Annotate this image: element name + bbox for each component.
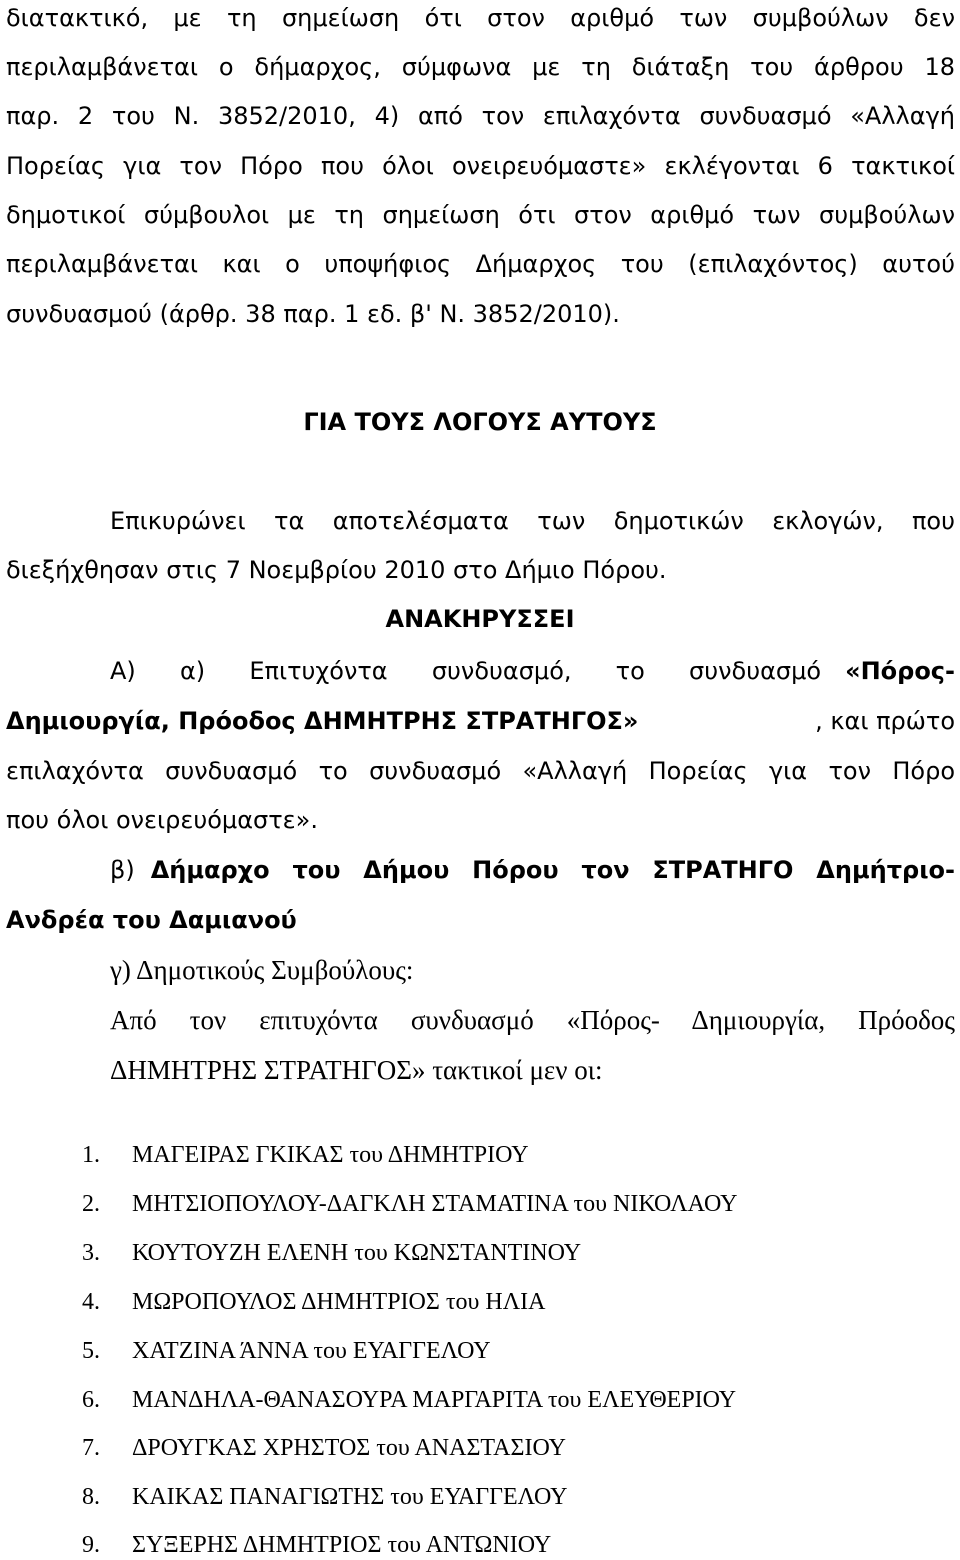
list-item-number: 8.	[82, 1484, 100, 1510]
section-b-mayor: Δήμαρχο του Δήμου Πόρου τον ΣΤΡΑΤΗΓΟ Δημήτριο-	[150, 856, 955, 884]
list-item-number: 2.	[82, 1191, 100, 1217]
list-item-number: 9.	[82, 1532, 100, 1558]
list-item-name: ΜΑΓΕΙΡΑΣ ΓΚΙΚΑΣ του ΔΗΜΗΤΡΙΟΥ	[132, 1142, 529, 1168]
list-item	[82, 1336, 491, 1366]
section-c-line-2: ΔΗΜΗΤΡΗΣ ΣΤΡΑΤΗΓΟΣ» τακτικοί μεν οι:	[110, 1055, 603, 1085]
list-item-number: 7.	[82, 1435, 100, 1461]
list-item	[82, 1385, 736, 1415]
section-a-line-3: επιλαχόντα συνδυασμό το συνδυασμό «Αλλαγή Πορείας για τον Πόρο	[6, 757, 955, 785]
section-b-line-1	[110, 854, 955, 886]
list-item	[82, 1287, 545, 1317]
list-item-number: 3.	[82, 1240, 100, 1266]
list-item	[82, 1530, 551, 1560]
list-item-name: ΚΟΥΤΟΥΖΗ ΕΛΕΝΗ του ΚΩΝΣΤΑΝΤΙΝΟΥ	[132, 1240, 582, 1266]
section-b-line-2: Ανδρέα του Δαμιανού	[6, 906, 297, 934]
list-item-number: 1.	[82, 1142, 100, 1168]
list-item-number: 4.	[82, 1289, 100, 1315]
list-item	[82, 1482, 568, 1512]
intro-line-3: παρ. 2 του Ν. 3852/2010, 4) από τον επιλαχόντα συνδυασμό «Αλλαγή	[6, 102, 955, 130]
list-item-name: ΔΡΟΥΓΚΑΣ ΧΡΗΣΤΟΣ του ΑΝΑΣΤΑΣΙΟΥ	[132, 1435, 566, 1461]
list-item-name: ΜΑΝΔΗΛΑ-ΘΑΝΑΣΟΥΡΑ ΜΑΡΓΑΡΙΤΑ του ΕΛΕΥΘΕΡΙΟΥ	[132, 1387, 737, 1413]
heading-reasons: ΓΙΑ ΤΟΥΣ ΛΟΓΟΥΣ ΑΥΤΟΥΣ	[303, 408, 657, 436]
list-item-name: ΧΑΤΖΙΝΑ ΆΝΝΑ του ΕΥΑΓΓΕΛΟΥ	[132, 1338, 491, 1364]
intro-line-7: συνδυασμού (άρθρ. 38 παρ. 1 εδ. β' Ν. 3852/2010).	[6, 300, 620, 328]
list-item-name: ΣΥΞΕΡΗΣ ΔΗΜΗΤΡΙΟΣ του ΑΝΤΩΝΙΟΥ	[132, 1532, 552, 1558]
intro-line-4: Πορείας για τον Πόρο που όλοι ονειρευόμαστε» εκλέγονται 6 τακτικοί	[6, 152, 955, 180]
list-item	[82, 1433, 566, 1463]
section-a-line-1	[110, 655, 955, 687]
section-a-first-runnerup: , και πρώτο	[815, 707, 955, 735]
ratify-line-1: Επικυρώνει τα αποτελέσματα των δημοτικών εκλογών, που	[110, 507, 955, 535]
list-item-name: ΚΑΙΚΑΣ ΠΑΝΑΓΙΩΤΗΣ του ΕΥΑΓΓΕΛΟΥ	[132, 1484, 568, 1510]
section-c-line-1: Από τον επιτυχόντα συνδυασμό «Πόρος- Δημιουργία, Πρόοδος	[110, 1005, 955, 1035]
ratify-line-2: διεξήχθησαν στις 7 Νοεμβρίου 2010 στο Δήμιο Πόρου.	[6, 556, 667, 584]
intro-line-6: περιλαμβάνεται και ο υποψήφιος Δήμαρχος του (επιλαχόντος) αυτού	[6, 250, 955, 278]
section-a-line-2	[6, 705, 955, 737]
list-item	[82, 1189, 737, 1219]
section-a-intro: Α) α) Επιτυχόντα συνδυασμό, το συνδυασμό	[110, 657, 822, 685]
list-item	[82, 1238, 581, 1268]
section-a-party-start: «Πόρος-	[845, 657, 955, 685]
intro-line-5: δημοτικοί σύμβουλοι με τη σημείωση ότι στον αριθμό των συμβούλων	[6, 201, 955, 229]
heading-declares: ΑΝΑΚΗΡΥΣΣΕΙ	[385, 605, 575, 633]
list-item	[82, 1140, 529, 1170]
list-item-number: 5.	[82, 1338, 100, 1364]
section-b-prefix: β)	[110, 856, 135, 884]
intro-line-2: περιλαμβάνεται ο δήμαρχος, σύμφωνα με τη διάταξη του άρθρου 18	[6, 53, 955, 81]
list-item-number: 6.	[82, 1387, 100, 1413]
list-item-name: ΜΗΤΣΙΟΠΟΥΛΟΥ-ΔΑΓΚΛΗ ΣΤΑΜΑΤΙΝΑ του ΝΙΚΟΛΑΟΥ	[132, 1191, 738, 1217]
section-a-party-name: Δημιουργία, Πρόοδος ΔΗΜΗΤΡΗΣ ΣΤΡΑΤΗΓΟΣ»	[6, 707, 639, 735]
section-c-heading: γ) Δημοτικούς Συμβούλους:	[110, 955, 414, 985]
section-a-line-4: που όλοι ονειρευόμαστε».	[6, 806, 318, 834]
list-item-name: ΜΩΡΟΠΟΥΛΟΣ ΔΗΜΗΤΡΙΟΣ του ΗΛΙΑ	[132, 1289, 546, 1315]
intro-line-1: διατακτικό, με τη σημείωση ότι στον αριθμό των συμβούλων δεν	[6, 4, 955, 32]
